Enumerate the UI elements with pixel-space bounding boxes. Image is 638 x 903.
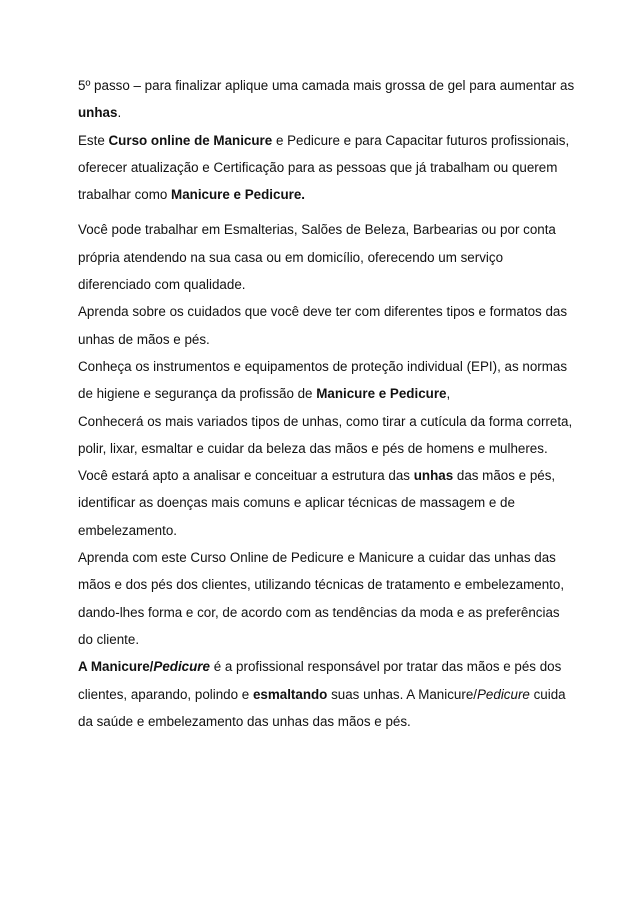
- text-segment: suas unhas. A Manicure/: [327, 686, 477, 702]
- text-segment-bold: Curso online de Manicure: [108, 132, 273, 148]
- text-segment: é a profissional responsável por tratar das mãos e pés dos clientes, aparando, polindo e: [78, 659, 562, 702]
- text-segment: ,: [446, 386, 451, 402]
- text-segment-bold: Manicure e Pedicure: [316, 386, 447, 402]
- paragraph-instruments: [78, 353, 578, 408]
- text-segment: Conhecerá os mais variados tipos de unhas, como tirar a cutícula da forma correta, polir, lixar, esmaltar e cuidar da beleza das mãos e pés de homens e mulheres. Você estará apto a analisar e conceituar a estrutura das: [78, 413, 573, 484]
- paragraph-nail-types: [78, 408, 578, 544]
- text-segment-bold-italic: Pedicure: [153, 659, 210, 675]
- text-segment-bold: unhas: [413, 468, 454, 484]
- paragraph-step-5: [78, 72, 578, 127]
- text-segment-italic: Pedicure: [477, 686, 530, 702]
- document-body: [78, 72, 578, 735]
- text-segment-bold: unhas: [78, 105, 118, 121]
- text-segment: cuida da saúde e embelezamento das unhas das mãos e pés.: [78, 686, 566, 729]
- text-segment: Conheça os instrumentos e equipamentos de proteção individual (EPI), as normas de higiene e segurança da profissão de: [78, 358, 568, 402]
- paragraph-online-course: [78, 544, 578, 653]
- text-segment: .: [117, 105, 122, 121]
- text-segment-bold: esmaltando: [252, 686, 328, 702]
- text-segment: Aprenda com este Curso Online de Pedicure e Manicure a cuidar das unhas das mãos e dos pés dos clientes, utilizando técnicas de tratamento e embelezamento, dando-lhes forma e cor, de acordo com as tendências da moda e as preferências do cliente.: [78, 550, 565, 647]
- text-segment: Este: [78, 132, 109, 148]
- text-segment: Você pode trabalhar em Esmalterias, Salões de Beleza, Barbearias ou por conta própria atendendo na sua casa ou em domicílio, oferecendo um serviço diferenciado com qualidade.: [78, 222, 556, 293]
- paragraph-course-intro: [78, 127, 578, 209]
- text-segment: e Pedicure e para Capacitar futuros profissionais, oferecer atualização e Certificação para as pessoas que já trabalham ou querem trabalhar como: [78, 132, 570, 203]
- text-segment-bold: A Manicure/: [78, 659, 154, 675]
- paragraph-work-places: [78, 216, 578, 298]
- text-segment: 5º passo – para finalizar aplique uma camada mais grossa de gel para aumentar as: [78, 78, 575, 93]
- paragraph-care: [78, 298, 578, 353]
- text-segment: Aprenda sobre os cuidados que você deve ter com diferentes tipos e formatos das unhas de mãos e pés.: [78, 304, 568, 347]
- paragraph-professional: [78, 653, 578, 735]
- text-segment: das mãos e pés, identificar as doenças mais comuns e aplicar técnicas de massagem e de embelezamento.: [78, 468, 556, 538]
- text-segment-bold: Manicure e Pedicure.: [171, 187, 306, 203]
